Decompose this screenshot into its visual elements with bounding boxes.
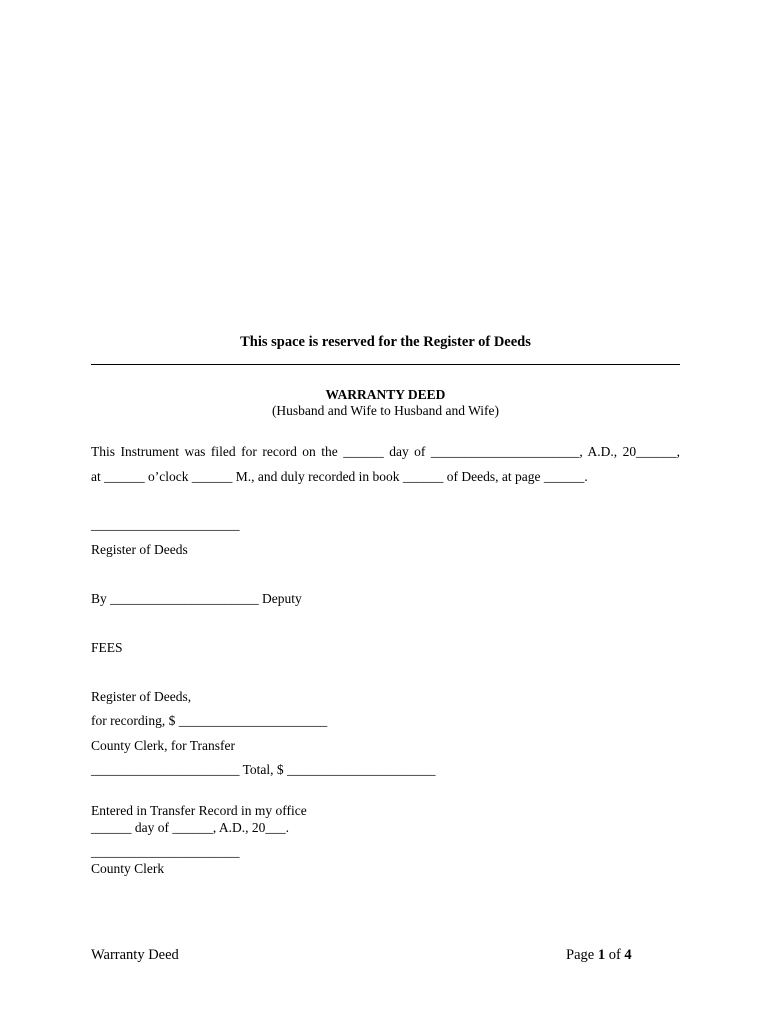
page-of: of xyxy=(605,947,625,963)
total-pages: 4 xyxy=(624,947,632,963)
deputy-line: By ______________________ Deputy xyxy=(91,591,302,606)
reserved-space-divider xyxy=(91,364,680,365)
register-signature-line: ______________________ xyxy=(91,517,240,532)
fees-register-label: Register of Deeds, xyxy=(91,689,192,704)
document-title: WARRANTY DEED xyxy=(325,387,446,402)
fees-county-clerk-label: County Clerk, for Transfer xyxy=(91,738,235,753)
filed-record-line-1: This Instrument was filed for record on the ______ day of ______________________, A.D., 20______, xyxy=(91,444,680,459)
register-of-deeds-label: Register of Deeds xyxy=(91,542,188,557)
filed-record-line-2: at ______ o’clock ______ M., and duly recorded in book ______ of Deeds, at page ______. xyxy=(91,469,588,484)
transfer-record-line-1: Entered in Transfer Record in my office xyxy=(91,803,307,818)
fees-recording-line: for recording, $ ______________________ xyxy=(91,713,328,728)
footer-page-number xyxy=(566,947,632,964)
document-subtitle: (Husband and Wife to Husband and Wife) xyxy=(271,403,500,418)
current-page: 1 xyxy=(597,947,606,963)
county-clerk-label: County Clerk xyxy=(91,861,165,876)
transfer-record-line-2: ______ day of ______, A.D., 20___. xyxy=(91,820,289,835)
footer-document-name: Warranty Deed xyxy=(91,947,179,963)
county-clerk-signature-line: ______________________ xyxy=(91,844,240,859)
page-prefix: Page xyxy=(566,947,598,963)
reserved-space-heading: This space is reserved for the Register of Deeds xyxy=(240,334,531,350)
fees-heading: FEES xyxy=(91,640,123,655)
fees-total-line: ______________________ Total, $ ______________________ xyxy=(91,762,436,777)
